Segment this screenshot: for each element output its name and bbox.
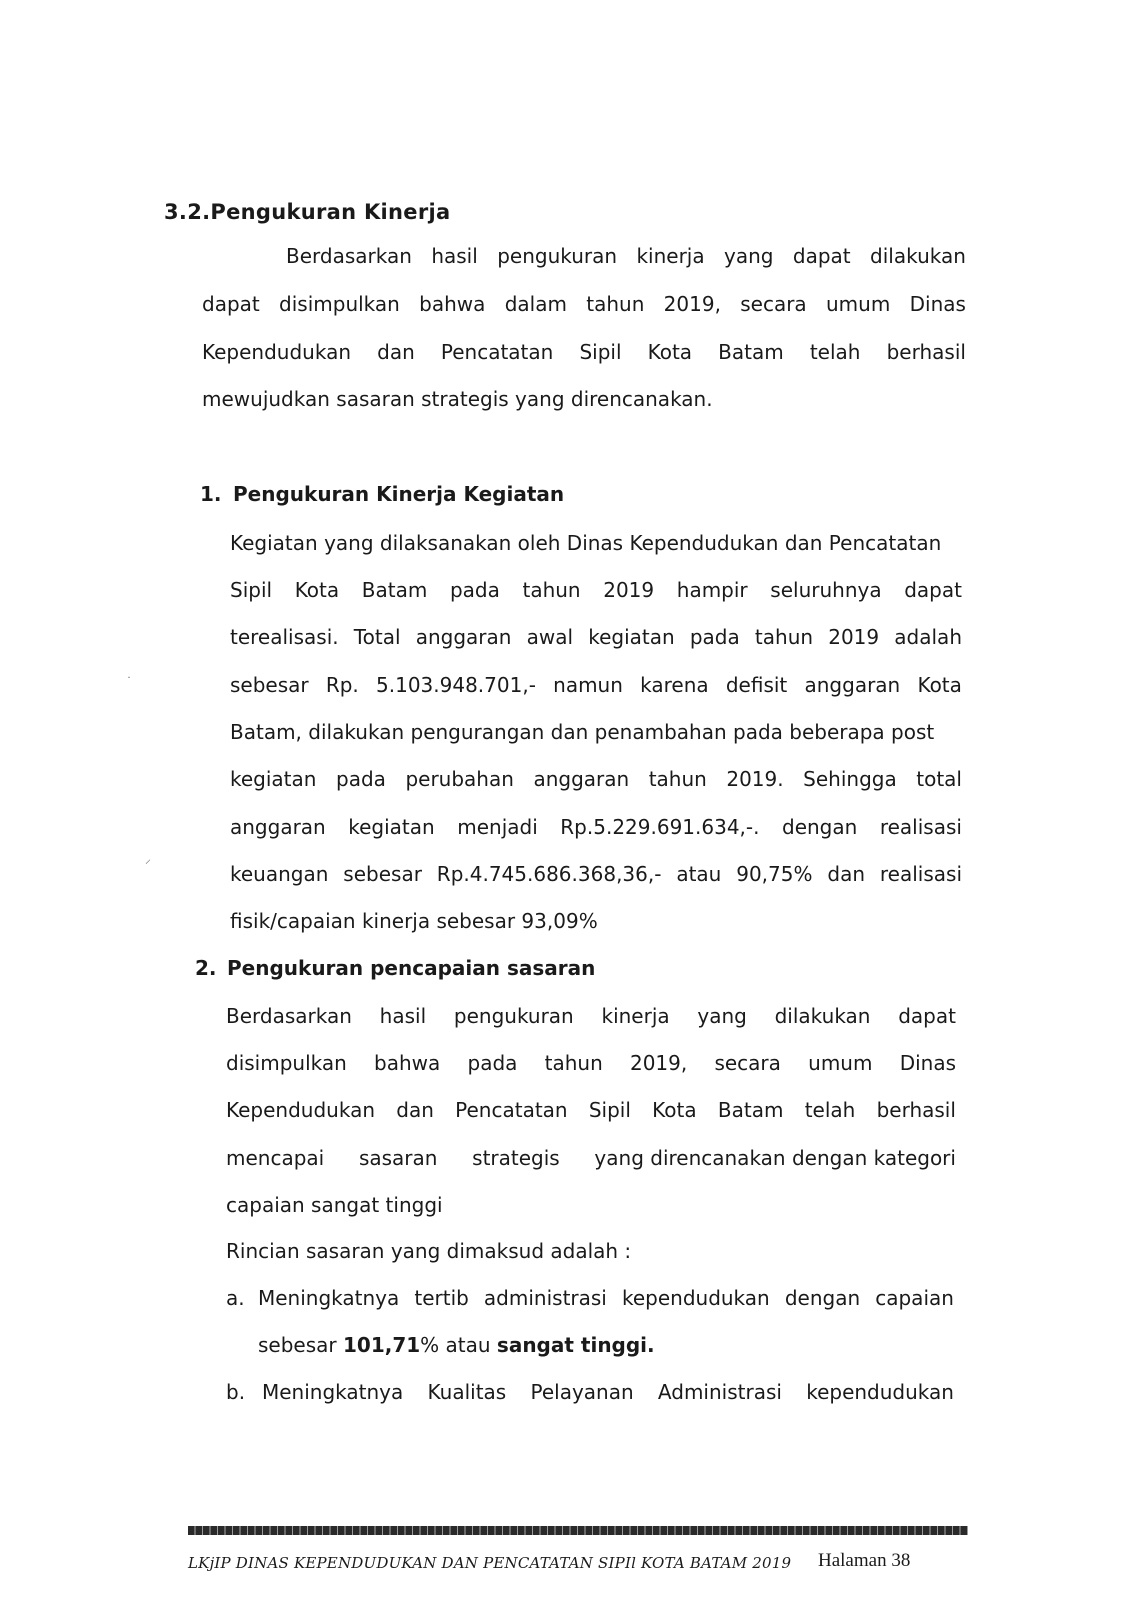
item1-line-9: fisik/capaian kinerja sebesar 93,09% bbox=[230, 909, 598, 933]
word: umum bbox=[808, 1051, 873, 1075]
word: namun bbox=[553, 673, 623, 697]
scan-speck: ˙ bbox=[126, 675, 132, 689]
word: kependudukan bbox=[806, 1380, 954, 1404]
word: sebesar bbox=[343, 862, 422, 886]
word: Berdasarkan bbox=[226, 1004, 352, 1028]
word: terealisasi. bbox=[230, 625, 339, 649]
word: kinerja bbox=[636, 244, 705, 268]
word: dengan bbox=[784, 1286, 861, 1310]
item2-line-2 bbox=[226, 1051, 956, 1075]
word: tahun bbox=[648, 767, 707, 791]
word: Kependudukan bbox=[202, 340, 352, 364]
word: dengan bbox=[782, 815, 858, 839]
word: kegiatan bbox=[348, 815, 435, 839]
word: dan bbox=[827, 862, 866, 886]
subitem-a-prefix: sebesar bbox=[258, 1333, 343, 1357]
word: realisasi bbox=[879, 815, 962, 839]
word: Administrasi bbox=[657, 1380, 782, 1404]
item1-line-7 bbox=[230, 815, 962, 839]
word: dapat bbox=[792, 244, 851, 268]
word: 2019. bbox=[726, 767, 784, 791]
word: capaian bbox=[875, 1286, 954, 1310]
word: Batam bbox=[718, 340, 784, 364]
word: telah bbox=[809, 340, 861, 364]
word: disimpulkan bbox=[279, 292, 400, 316]
word: pada bbox=[449, 578, 500, 602]
word: hampir bbox=[676, 578, 748, 602]
word: Rp.4.745.686.368,36,- bbox=[436, 862, 662, 886]
word: Sehingga bbox=[803, 767, 897, 791]
word: 5.103.948.701,- bbox=[376, 673, 536, 697]
word: bahwa bbox=[419, 292, 486, 316]
item2-title: Pengukuran pencapaian sasaran bbox=[227, 956, 596, 980]
word: tahun bbox=[586, 292, 645, 316]
word: Kota bbox=[647, 340, 693, 364]
word: secara bbox=[740, 292, 807, 316]
subitem-a-value: 101,71 bbox=[342, 1333, 421, 1357]
word: atau bbox=[676, 862, 722, 886]
word: Dinas bbox=[909, 292, 966, 316]
item1-line-8 bbox=[230, 862, 962, 886]
word: 2019, bbox=[629, 1051, 688, 1075]
footer-rule bbox=[188, 1526, 968, 1535]
section-paragraph-line-4: mewujudkan sasaran strategis yang direncanakan. bbox=[202, 387, 713, 411]
word: Pencatatan bbox=[455, 1098, 568, 1122]
word: perubahan bbox=[405, 767, 514, 791]
word: 90,75% bbox=[736, 862, 813, 886]
word: pada bbox=[336, 767, 386, 791]
word: tertib bbox=[414, 1286, 469, 1310]
subitem-a-line-1 bbox=[258, 1286, 954, 1310]
word: sebesar bbox=[230, 673, 309, 697]
word: kinerja bbox=[601, 1004, 670, 1028]
word: kegiatan bbox=[230, 767, 317, 791]
item1-number: 1. bbox=[200, 482, 222, 506]
item1-line-4 bbox=[230, 673, 962, 697]
word: tahun bbox=[544, 1051, 603, 1075]
word: dapat bbox=[202, 292, 260, 316]
word: tahun bbox=[754, 625, 814, 649]
word: Sipil bbox=[579, 340, 622, 364]
word: realisasi bbox=[879, 862, 962, 886]
subitem-a-line-2 bbox=[258, 1333, 655, 1357]
word: Rp.5.229.691.634,-. bbox=[560, 815, 760, 839]
word: Pencatatan bbox=[440, 340, 554, 364]
word: pengukuran bbox=[453, 1004, 574, 1028]
word: Sipil bbox=[588, 1098, 631, 1122]
word: sasaran bbox=[358, 1146, 438, 1170]
word: Kualitas bbox=[427, 1380, 507, 1404]
word: berhasil bbox=[886, 340, 966, 364]
word: Meningkatnya bbox=[262, 1380, 404, 1404]
section-paragraph-line-1 bbox=[286, 244, 966, 268]
word: kependudukan bbox=[621, 1286, 770, 1310]
word: seluruhnya bbox=[770, 578, 882, 602]
word: umum bbox=[826, 292, 891, 316]
word: keuangan bbox=[230, 862, 329, 886]
word: yang bbox=[697, 1004, 747, 1028]
word: disimpulkan bbox=[226, 1051, 347, 1075]
item2-line-1 bbox=[226, 1004, 956, 1028]
word: pada bbox=[689, 625, 740, 649]
word: Sipil bbox=[230, 578, 273, 602]
word: Batam bbox=[717, 1098, 784, 1122]
item2-number: 2. bbox=[195, 956, 217, 980]
section-title: 3.2.Pengukuran Kinerja bbox=[164, 200, 451, 224]
scan-speck: ⸝ bbox=[145, 852, 152, 866]
word: Kota bbox=[652, 1098, 697, 1122]
word: total bbox=[916, 767, 962, 791]
word: karena bbox=[640, 673, 709, 697]
word: dapat bbox=[904, 578, 962, 602]
word: pada bbox=[467, 1051, 518, 1075]
word: dilakukan bbox=[870, 244, 966, 268]
word: yang direncanakan dengan kategori bbox=[594, 1146, 956, 1170]
word: defisit bbox=[725, 673, 788, 697]
subitem-a-category: sangat tinggi. bbox=[496, 1333, 655, 1357]
word: Meningkatnya bbox=[258, 1286, 400, 1310]
word: tahun bbox=[522, 578, 581, 602]
item1-line-2 bbox=[230, 578, 962, 602]
word: dapat bbox=[898, 1004, 956, 1028]
subitem-b-line-1 bbox=[262, 1380, 954, 1404]
word: 2019 bbox=[603, 578, 655, 602]
word: hasil bbox=[379, 1004, 427, 1028]
word: Dinas bbox=[899, 1051, 956, 1075]
footer-document-title: LKjIP DINAS KEPENDUDUKAN DAN PENCATATAN SIPIl KOTA BATAM 2019 bbox=[188, 1554, 792, 1572]
word: Kota bbox=[294, 578, 340, 602]
word: pengukuran bbox=[497, 244, 618, 268]
word: adalah bbox=[894, 625, 962, 649]
word: anggaran bbox=[804, 673, 901, 697]
word: Kependudukan bbox=[226, 1098, 376, 1122]
word: hasil bbox=[431, 244, 478, 268]
word: berhasil bbox=[876, 1098, 956, 1122]
word: Kota bbox=[917, 673, 962, 697]
word: Rp. bbox=[325, 673, 359, 697]
word: 2019, bbox=[663, 292, 721, 316]
subitem-a-mid: % atau bbox=[420, 1333, 497, 1357]
item1-line-3 bbox=[230, 625, 962, 649]
word: anggaran bbox=[533, 767, 630, 791]
word: anggaran bbox=[415, 625, 512, 649]
subitem-b-letter: b. bbox=[226, 1380, 246, 1404]
word: dan bbox=[377, 340, 415, 364]
word: dilakukan bbox=[774, 1004, 871, 1028]
word: menjadi bbox=[457, 815, 538, 839]
word: mencapai bbox=[226, 1146, 325, 1170]
word: Berdasarkan bbox=[286, 244, 412, 268]
word: 2019 bbox=[828, 625, 880, 649]
item2-detail-intro: Rincian sasaran yang dimaksud adalah : bbox=[226, 1239, 632, 1263]
footer-page-number: Halaman 38 bbox=[818, 1550, 911, 1571]
item1-line-6 bbox=[230, 767, 962, 791]
word: anggaran bbox=[230, 815, 326, 839]
word: Total bbox=[353, 625, 401, 649]
word: dalam bbox=[504, 292, 567, 316]
subitem-a-letter: a. bbox=[226, 1286, 245, 1310]
word: Pelayanan bbox=[530, 1380, 634, 1404]
section-paragraph-line-3 bbox=[202, 340, 966, 364]
word: administrasi bbox=[483, 1286, 607, 1310]
item2-line-3 bbox=[226, 1098, 956, 1122]
word: yang bbox=[724, 244, 774, 268]
item1-title: Pengukuran Kinerja Kegiatan bbox=[233, 482, 565, 506]
word: strategis bbox=[472, 1146, 560, 1170]
word: Batam, dilakukan pengurangan dan penambahan pada beberapa post bbox=[230, 720, 935, 744]
item2-line-5: capaian sangat tinggi bbox=[226, 1193, 443, 1217]
word: secara bbox=[714, 1051, 781, 1075]
word: dan bbox=[396, 1098, 434, 1122]
section-paragraph-line-2 bbox=[202, 292, 966, 316]
item2-line-4 bbox=[226, 1146, 956, 1170]
word: telah bbox=[804, 1098, 856, 1122]
item1-line-5 bbox=[230, 720, 934, 744]
word: Batam bbox=[361, 578, 428, 602]
word: bahwa bbox=[374, 1051, 441, 1075]
word: Kegiatan yang dilaksanakan oleh Dinas Kependudukan dan Pencatatan bbox=[230, 531, 942, 555]
item1-line-1 bbox=[230, 531, 941, 555]
word: kegiatan bbox=[588, 625, 675, 649]
word: awal bbox=[526, 625, 574, 649]
